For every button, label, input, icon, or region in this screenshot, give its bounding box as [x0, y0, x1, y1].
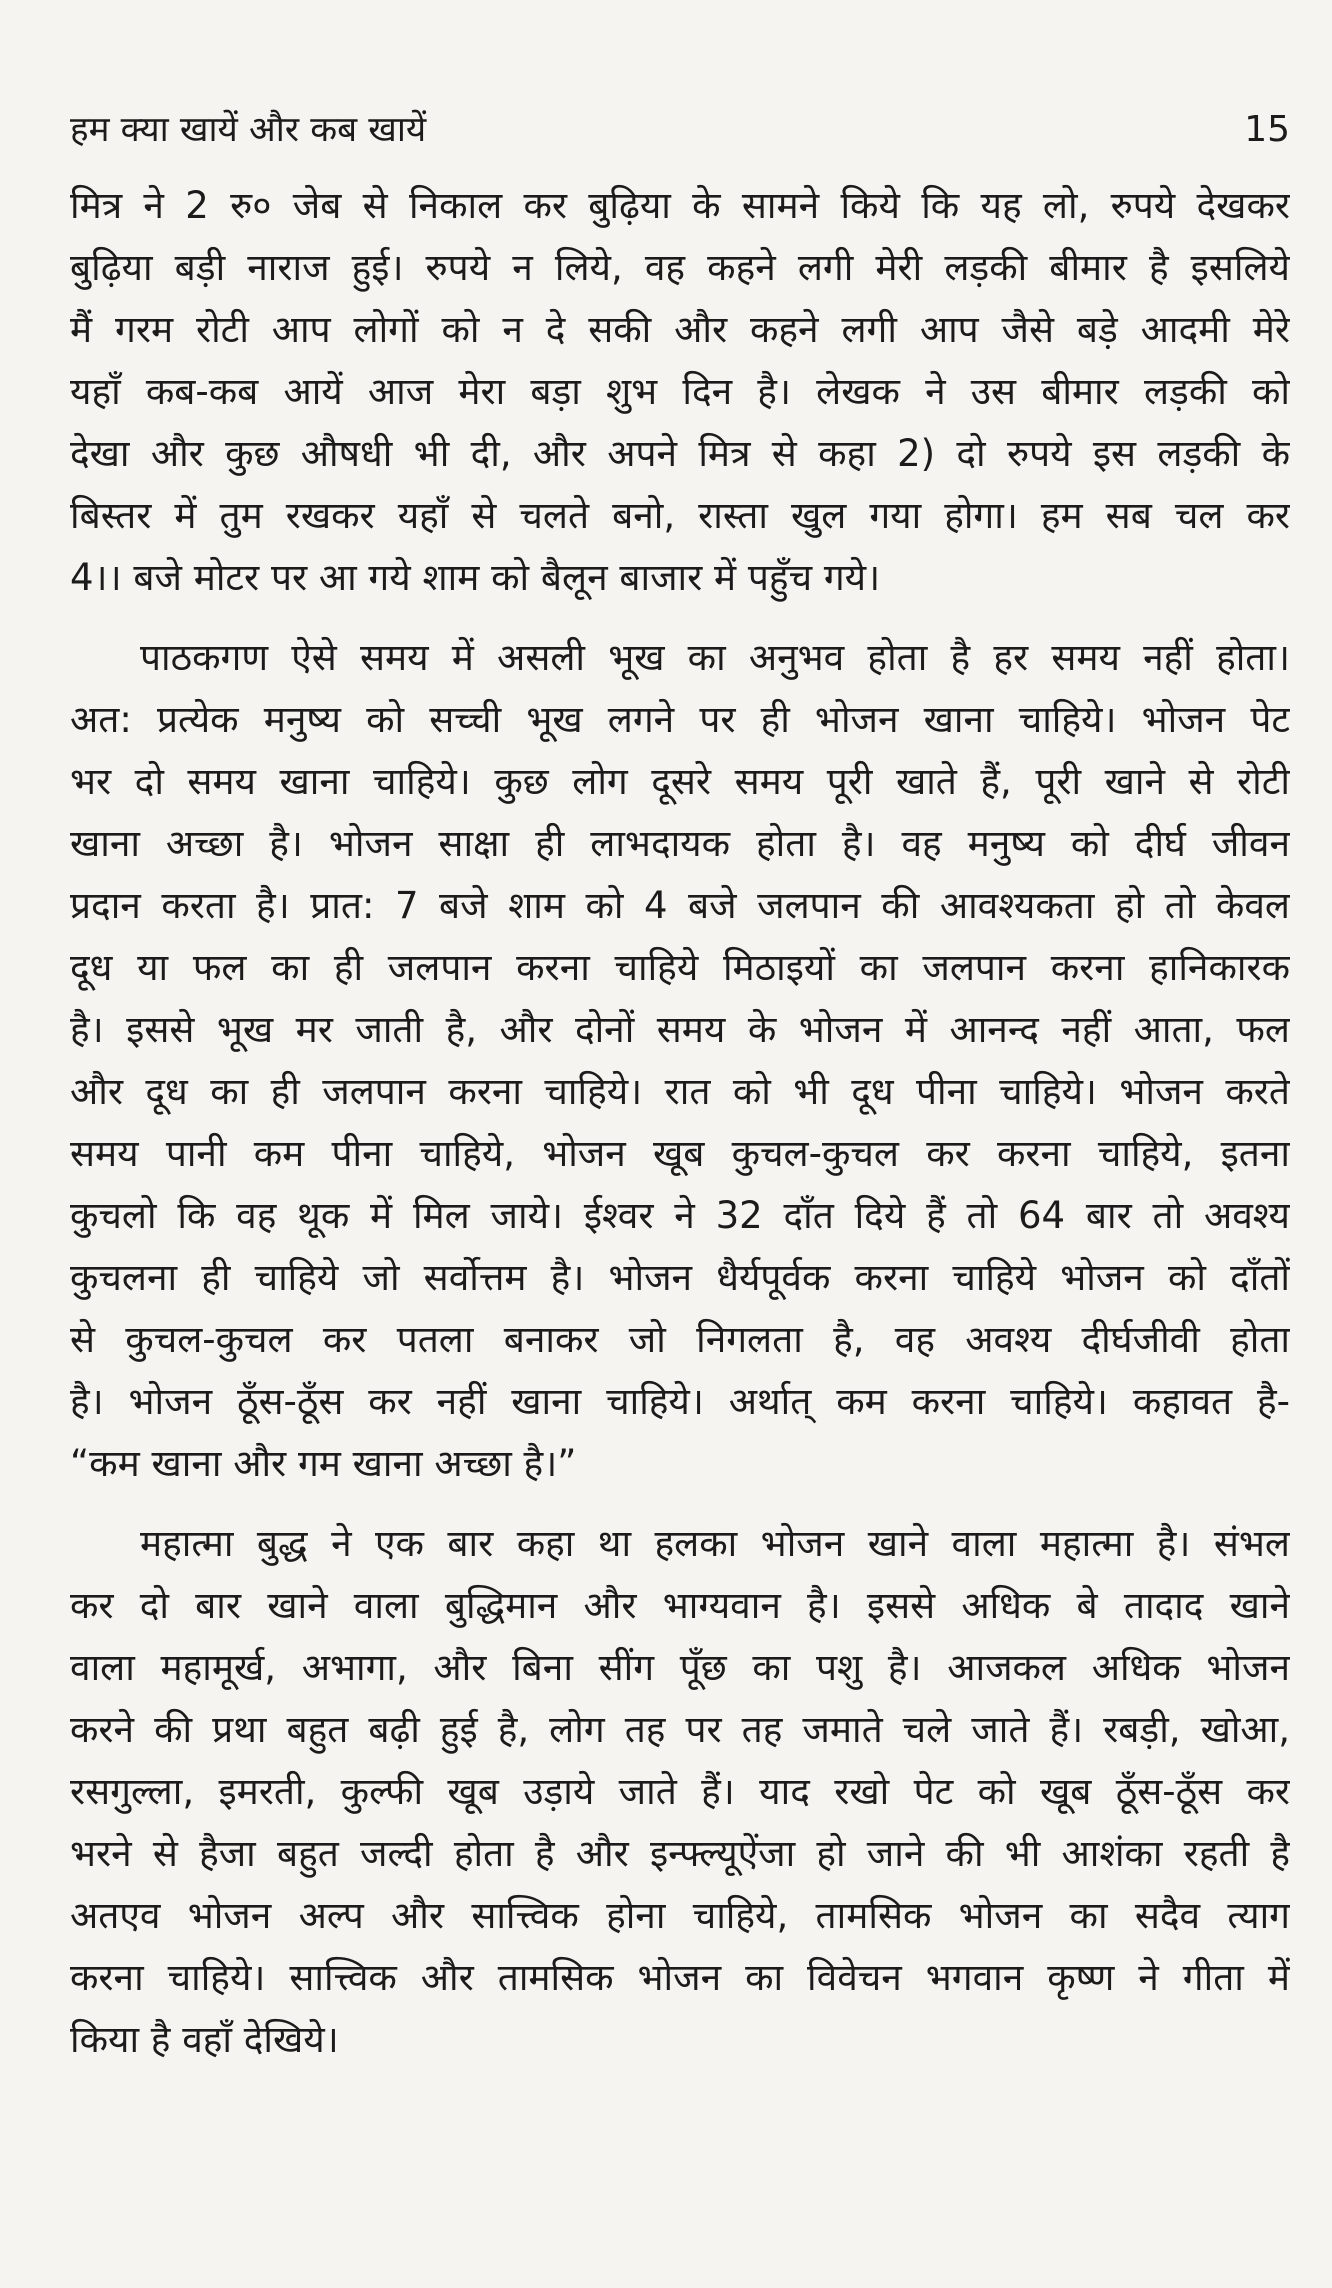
text-line: अतएव भोजन अल्प और सात्त्विक होना चाहिये, तामसिक भोजन का सदैव त्याग: [70, 1894, 1290, 1937]
text-line: भरने से हैजा बहुत जल्दी होता है और इन्फ्ल्यूऐंजा हो जाने की भी आशंका रहती है: [70, 1832, 1290, 1875]
text-line: है। भोजन ठूँस-ठूँस कर नहीं खाना चाहिये। अर्थात् कम करना चाहिये। कहावत है-: [70, 1380, 1290, 1423]
text-line: बिस्तर में तुम रखकर यहाँ से चलते बनो, रास्ता खुल गया होगा। हम सब चल कर: [70, 494, 1290, 537]
text-line: मित्र ने 2 रु० जेब से निकाल कर बुढ़िया के सामने किये कि यह लो, रुपये देखकर: [70, 184, 1290, 227]
text-line: कर दो बार खाने वाला बुद्धिमान और भाग्यवान है। इससे अधिक बे तादाद खाने: [70, 1584, 1290, 1627]
text-line: भर दो समय खाना चाहिये। कुछ लोग दूसरे समय पूरी खाते हैं, पूरी खाने से रोटी: [70, 760, 1290, 803]
text-line: देखा और कुछ औषधी भी दी, और अपने मित्र से कहा 2) दो रुपये इस लड़की के: [70, 432, 1290, 475]
text-line: वाला महामूर्ख, अभागा, और बिना सींग पूँछ का पशु है। आजकल अधिक भोजन: [70, 1646, 1290, 1689]
running-title: हम क्या खायें और कब खायें: [70, 110, 427, 150]
text-line: रसगुल्ला, इमरती, कुल्फी खूब उड़ाये जाते हैं। याद रखो पेट को खूब ठूँस-ठूँस कर: [70, 1770, 1290, 1813]
text-line: कुचलो कि वह थूक में मिल जाये। ईश्वर ने 32 दाँत दिये हैं तो 64 बार तो अवश्य: [70, 1194, 1290, 1237]
text-line: खाना अच्छा है। भोजन साक्षा ही लाभदायक होता है। वह मनुष्य को दीर्घ जीवन: [70, 822, 1290, 865]
body-text: [70, 175, 1290, 2071]
text-line: करने की प्रथा बहुत बढ़ी हुई है, लोग तह पर तह जमाते चले जाते हैं। रबड़ी, खोआ,: [70, 1708, 1290, 1751]
paragraph-1: [70, 175, 1290, 609]
text-line: बुढ़िया बड़ी नाराज हुई। रुपये न लिये, वह कहने लगी मेरी लड़की बीमार है इसलिये: [70, 246, 1290, 289]
page-header: [70, 95, 1290, 165]
text-line: समय पानी कम पीना चाहिये, भोजन खूब कुचल-कुचल कर करना चाहिये, इतना: [70, 1132, 1290, 1175]
text-line: और दूध का ही जलपान करना चाहिये। रात को भी दूध पीना चाहिये। भोजन करते: [70, 1070, 1290, 1113]
page-number: 15: [1244, 109, 1290, 150]
text-line: पाठकगण ऐसे समय में असली भूख का अनुभव होता है हर समय नहीं होता।: [140, 636, 1290, 679]
text-line: प्रदान करता है। प्रात: 7 बजे शाम को 4 बजे जलपान की आवश्यकता हो तो केवल: [70, 884, 1290, 927]
text-line: है। इससे भूख मर जाती है, और दोनों समय के भोजन में आनन्द नहीं आता, फल: [70, 1008, 1290, 1051]
text-line: दूध या फल का ही जलपान करना चाहिये मिठाइयों का जलपान करना हानिकारक: [70, 946, 1290, 989]
text-line: कुचलना ही चाहिये जो सर्वोत्तम है। भोजन धैर्यपूर्वक करना चाहिये भोजन को दाँतों: [70, 1256, 1290, 1299]
text-line: मैं गरम रोटी आप लोगों को न दे सकी और कहने लगी आप जैसे बड़े आदमी मेरे: [70, 308, 1290, 351]
text-line: से कुचल-कुचल कर पतला बनाकर जो निगलता है, वह अवश्य दीर्घजीवी होता: [70, 1318, 1290, 1361]
text-line: अत: प्रत्येक मनुष्य को सच्ची भूख लगने पर ही भोजन खाना चाहिये। भोजन पेट: [70, 698, 1290, 741]
text-line: 4।। बजे मोटर पर आ गये शाम को बैलून बाजार में पहुँच गये।: [70, 556, 881, 599]
text-line: करना चाहिये। सात्त्विक और तामसिक भोजन का विवेचन भगवान कृष्ण ने गीता में: [70, 1956, 1290, 1999]
text-line: महात्मा बुद्ध ने एक बार कहा था हलका भोजन खाने वाला महात्मा है। संभल: [140, 1522, 1290, 1565]
paragraph-gap: [70, 1495, 1290, 1513]
paragraph-2: [70, 627, 1290, 1495]
text-line: यहाँ कब-कब आयें आज मेरा बड़ा शुभ दिन है। लेखक ने उस बीमार लड़की को: [70, 370, 1290, 413]
paragraph-gap: [70, 609, 1290, 627]
paragraph-3: [70, 1513, 1290, 2071]
text-line: किया है वहाँ देखिये।: [70, 2018, 339, 2061]
text-line: “कम खाना और गम खाना अच्छा है।”: [70, 1442, 577, 1485]
